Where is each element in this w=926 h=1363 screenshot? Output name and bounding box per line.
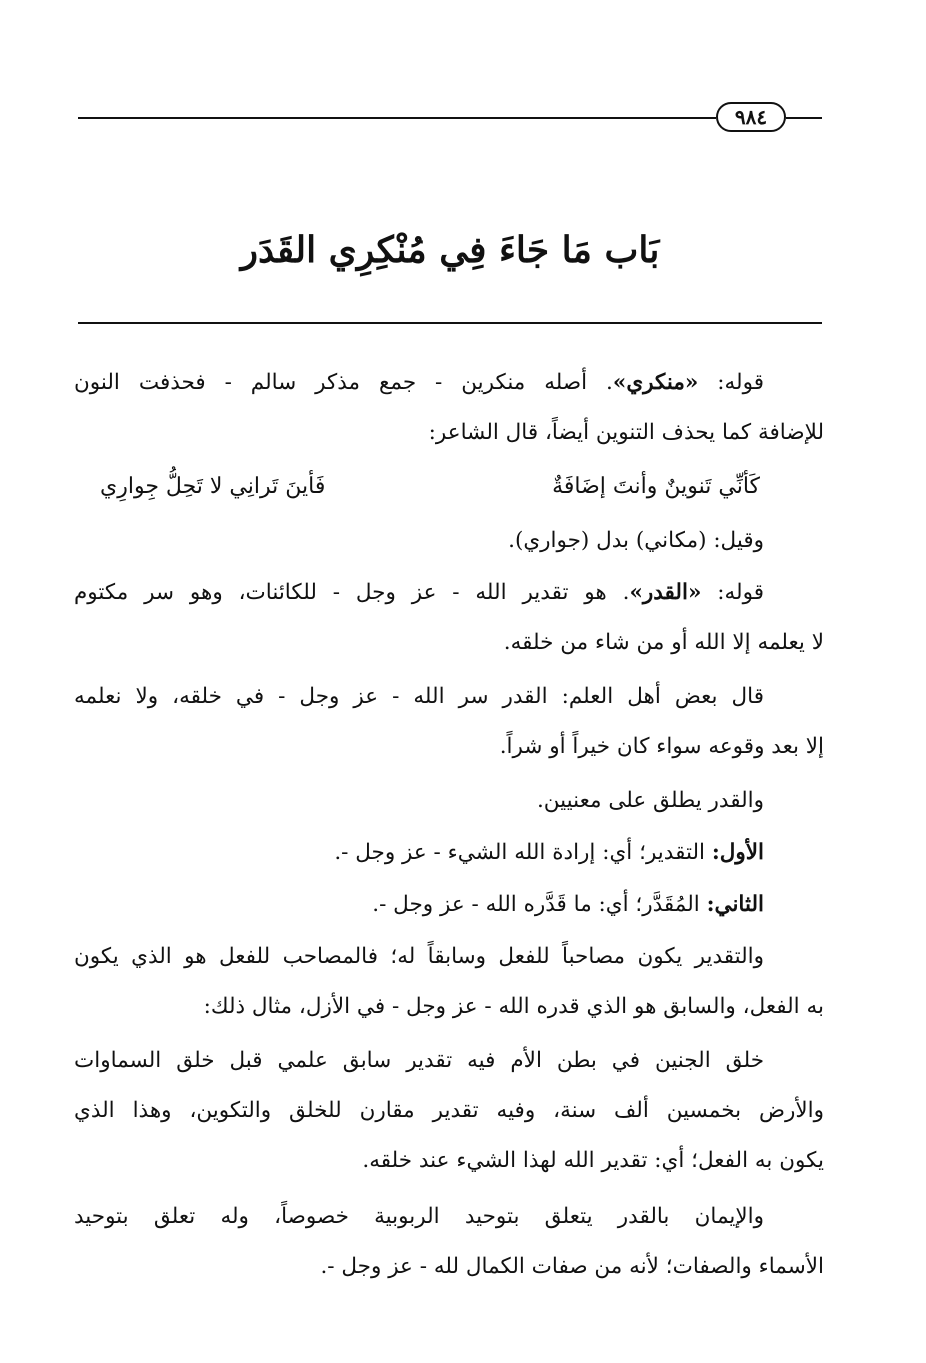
paragraph-1: [74, 358, 824, 458]
paragraph-line: [74, 568, 824, 618]
verse-first-half: كَأنِّي تَنوينٌ وأنتَ إضَافَةٌ: [552, 474, 760, 499]
paragraph-5: [74, 776, 824, 826]
poetry-verse: [100, 462, 760, 512]
paragraph-line: خلق الجنين في بطن الأم فيه تقدير سابق علمي قبل خلق السماوات: [74, 1048, 764, 1073]
paragraph-line: الأسماء والصفات؛ لأنه من صفات الكمال لله - عز وجل -.: [320, 1254, 824, 1279]
page-header: [78, 100, 822, 134]
paragraph-line: والإيمان بالقدر يتعلق بتوحيد الربوبية خصوصاً، وله تعلق بتوحيد: [74, 1204, 764, 1229]
chapter-title: بَاب مَا جَاءَ فِي مُنْكِرِي القَدَر: [240, 229, 660, 271]
paragraph-line: [74, 358, 824, 408]
text-span: قوله:: [717, 370, 764, 395]
paragraph-line: والأرض بخمسين ألف سنة، وفيه تقدير مقارن للخلق والتكوين، وهذا الذي: [74, 1098, 824, 1123]
quoted-term: «القدر»: [629, 580, 702, 605]
page-number-badge: ٩٨٤: [716, 102, 786, 132]
paragraph-9: [74, 1036, 824, 1186]
paragraph-line: به الفعل، والسابق هو الذي قدره الله - عز وجل - في الأزل، مثال ذلك:: [203, 994, 824, 1019]
paragraph-line: والتقدير يكون مصاحباً للفعل وسابقاً له؛ فالمصاحب للفعل هو الذي يكون: [74, 944, 764, 969]
paragraph-3: [74, 568, 824, 668]
paragraph-2: [74, 516, 824, 566]
text-span: . أصله منكرين - جمع مذكر سالم - فحذفت النون: [74, 370, 613, 395]
paragraph-7: [74, 880, 824, 930]
quoted-term: «منكري»: [612, 370, 699, 395]
text-span: . هو تقدير الله - عز وجل - للكائنات، وهو سر مكتوم: [74, 580, 630, 605]
paragraph-line: يكون به الفعل؛ أي: تقدير الله لهذا الشيء عند خلقه.: [362, 1148, 824, 1173]
header-rule-right: [786, 117, 822, 119]
paragraph-line: إلا بعد وقوعه سواء كان خيراً أو شراً.: [499, 734, 824, 759]
list-label-first: الأول:: [711, 840, 764, 865]
paragraph-line: [74, 828, 824, 878]
paragraph-6: [74, 828, 824, 878]
paragraph-4: [74, 672, 824, 772]
paragraph-line: لا يعلمه إلا الله أو من شاء من خلقه.: [503, 630, 824, 655]
paragraph-10: [74, 1192, 824, 1292]
text-span: التقدير؛ أي: إرادة الله الشيء - عز وجل -.: [334, 840, 712, 865]
title-divider: [78, 322, 822, 324]
paragraph-8: [74, 932, 824, 1032]
paragraph-line: قال بعض أهل العلم: القدر سر الله - عز وجل - في خلقه، ولا نعلمه: [74, 684, 764, 709]
text-span: المُقَدَّر؛ أي: ما قَدَّره الله - عز وجل -.: [372, 892, 707, 917]
list-label-second: الثاني:: [706, 892, 764, 917]
paragraph-line: للإضافة كما يحذف التنوين أيضاً، قال الشاعر:: [428, 420, 824, 445]
header-rule-left: [78, 117, 716, 119]
paragraph-line: والقدر يطلق على معنيين.: [536, 788, 764, 813]
paragraph-line: وقيل: (مكاني) بدل (جواري).: [508, 528, 764, 553]
text-span: قوله:: [717, 580, 764, 605]
verse-second-half: فَأينَ تَرانِي لا تَحِلُّ جِوارِي: [100, 474, 326, 499]
paragraph-line: [74, 880, 824, 930]
